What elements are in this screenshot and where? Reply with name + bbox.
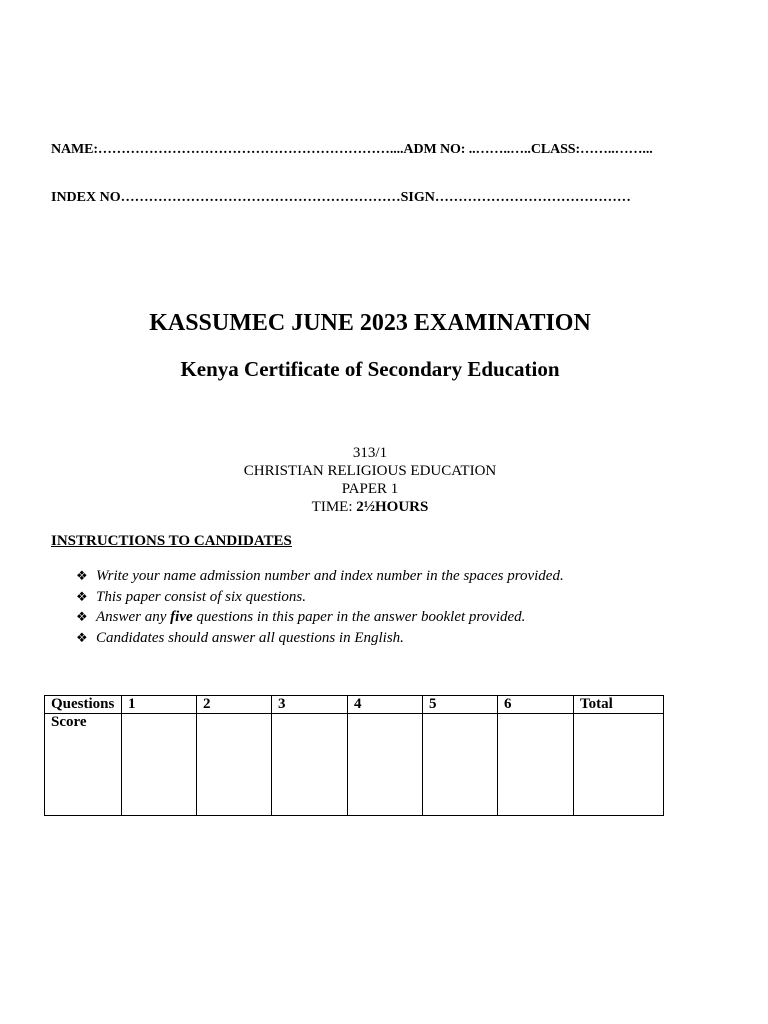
instruction-text: Candidates should answer all questions in English. [96,629,404,646]
exam-subtitle: Kenya Certificate of Secondary Education [180,357,560,381]
score-cell-q4 [348,714,423,816]
diamond-bullet-icon: ❖ [76,629,88,645]
instruction-item [76,587,564,608]
time-allowed [0,498,740,516]
index-sign-line: INDEX NO……………………………………………………SIGN…………………………………… [51,190,631,205]
score-cell-q5 [423,714,498,816]
header-q1: 1 [122,696,197,714]
exam-title: KASSUMEC JUNE 2023 EXAMINATION [149,310,591,336]
paper-number: PAPER 1 [341,481,399,497]
header-q5: 5 [423,696,498,714]
header-q4: 4 [348,696,423,714]
instruction-text: Write your name admission number and index number in the spaces provided. [96,568,564,584]
instruction-item [76,566,564,587]
instruction-item [76,607,564,628]
instruction-text: Answer any five questions in this paper in the answer booklet provided. [96,609,526,625]
subject-name: CHRISTIAN RELIGIOUS EDUCATION [243,463,497,479]
instructions-list [76,566,564,648]
paper-code: 313/1 [352,445,388,461]
instruction-text: This paper consist of six questions. [96,588,307,605]
header-q2: 2 [197,696,272,714]
header-q3: 3 [272,696,348,714]
time-label: TIME: [311,499,357,515]
score-cell-q6 [498,714,574,816]
score-cell-q3 [272,714,348,816]
score-table [44,695,664,816]
name-adm-class-line: NAME:………………………………………………………....ADM NO: ..……..…..CLASS:……..……... [51,142,653,157]
instruction-item [76,628,564,649]
time-value: 2½HOURS [356,499,429,515]
diamond-bullet-icon: ❖ [76,588,88,604]
header-total: Total [574,696,664,714]
header-q6: 6 [498,696,574,714]
score-cell-q1 [122,714,197,816]
diamond-bullet-icon: ❖ [76,609,88,624]
header-questions: Questions [45,696,122,714]
instructions-heading: INSTRUCTIONS TO CANDIDATES [51,533,292,549]
diamond-bullet-icon: ❖ [76,568,88,583]
score-table-score-row [45,714,664,816]
score-cell-q2 [197,714,272,816]
score-row-label: Score [45,714,122,816]
score-cell-total [574,714,664,816]
score-table-header-row [45,696,664,714]
